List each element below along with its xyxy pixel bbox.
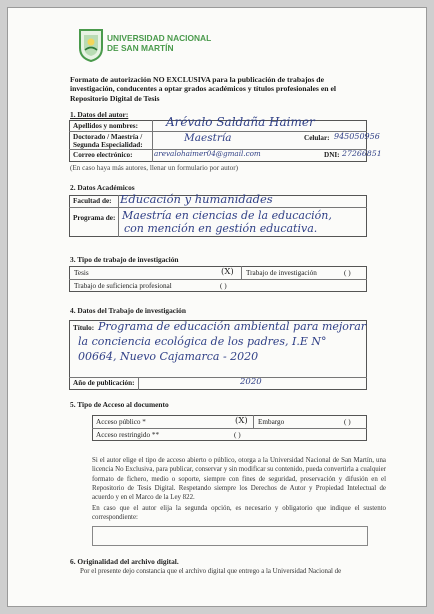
- titulo-value-line2[interactable]: la conciencia ecológica de los padres, I.E N°: [78, 335, 327, 348]
- section1-heading: 1. Datos del autor:: [70, 110, 129, 119]
- section2-heading: 2. Datos Académicos: [70, 183, 135, 192]
- checkbox-suficiencia[interactable]: ( ): [220, 282, 227, 290]
- label-segunda-especialidad: Segunda Especialidad:: [73, 141, 143, 149]
- license-paragraph: Si el autor elige el tipo de acceso abierto o público, otorga a la Universidad Nacional de San Martín, una licencia No Exclusiva, para publicar, conservar y sin modificar su contenido, pueda convertirla a cualquier formato de fichero, medio o soporte, siempre con fines de seguridad, preservación y difusión en el Repositorio de Tesis Digital. Respetando siempre los Derechos de Autor y Propiedad Intelectual de acuerdo y en el Marco de la Ley 822.: [92, 457, 386, 502]
- section3-heading: 3. Tipo de trabajo de investigación: [70, 255, 179, 264]
- university-name-line2: DE SAN MARTÍN: [107, 42, 174, 53]
- label-titulo: Título:: [73, 324, 95, 332]
- option-acceso-restringido: Acceso restringido **: [96, 431, 160, 439]
- document-title-line2: investigación, conducentes a optar grados académicos y títulos profesionales en el: [70, 84, 336, 94]
- university-name-line1: UNIVERSIDAD NACIONAL: [107, 33, 212, 43]
- section4-heading: 4. Datos del Trabajo de investigación: [70, 306, 186, 315]
- label-dni: DNI:: [324, 151, 340, 159]
- originality-text: Por el presente dejo constancia que el archivo digital que entrego a la Universidad Nacional de: [80, 568, 342, 575]
- checkbox-embargo[interactable]: ( ): [344, 418, 351, 426]
- document-title-line1: Formato de autorización NO EXCLUSIVA para la publicación de trabajos de: [70, 75, 324, 84]
- label-facultad: Facultad de:: [73, 197, 112, 205]
- sustento-paragraph: En caso que el autor elija la segunda opción, es necesario y obligatorio que indique el sustento correspondiente:: [92, 505, 386, 522]
- label-doctorado: Doctorado / Maestría /: [73, 133, 143, 141]
- label-email: Correo electrónico:: [73, 151, 133, 159]
- titulo-value-line1[interactable]: Programa de educación ambiental para mejorar: [98, 320, 367, 333]
- university-name: [107, 34, 211, 53]
- option-trabajo-investigacion: Trabajo de investigación: [246, 269, 317, 277]
- programa-value-line2[interactable]: con mención en gestión educativa.: [124, 222, 318, 235]
- year-value[interactable]: 2020: [240, 377, 262, 387]
- checkbox-acceso-restringido[interactable]: ( ): [234, 431, 241, 439]
- university-logo: [78, 28, 104, 62]
- document-title-line3: Repositorio Digital de Tesis: [70, 93, 160, 103]
- programa-value-line1[interactable]: Maestría en ciencias de la educación,: [122, 209, 332, 222]
- document-page: [7, 7, 427, 607]
- checkbox-acceso-publico[interactable]: (X): [235, 416, 248, 426]
- option-acceso-publico: Acceso público *: [96, 418, 146, 426]
- document-title: [70, 75, 336, 103]
- label-year: Año de publicación:: [73, 379, 135, 387]
- author-name-value[interactable]: Arévalo Saldaña Haimer: [166, 115, 315, 129]
- checkbox-tesis[interactable]: (X): [221, 267, 234, 277]
- label-celular: Celular:: [304, 134, 330, 142]
- label-programa: Programa de:: [73, 214, 116, 222]
- sustento-input-box[interactable]: [92, 526, 368, 546]
- celular-value[interactable]: 945050956: [334, 132, 380, 141]
- grade-value[interactable]: Maestría: [184, 132, 232, 144]
- checkbox-trabajo-investigacion[interactable]: ( ): [344, 269, 351, 277]
- facultad-value[interactable]: Educación y humanidades: [120, 192, 273, 206]
- option-embargo: Embargo: [258, 418, 285, 426]
- section5-heading: 5. Tipo de Acceso al documento: [70, 400, 169, 409]
- multiple-authors-note: (En caso haya más autores, llenar un formulario por autor): [70, 164, 239, 172]
- option-suficiencia: Trabajo de suficiencia profesional: [74, 282, 172, 290]
- dni-value[interactable]: 27266851: [342, 149, 382, 158]
- email-value[interactable]: arevalohaimer04@gmail.com: [154, 149, 261, 158]
- section6-heading: 6. Originalidad del archivo digital.: [70, 557, 179, 566]
- option-tesis: Tesis: [74, 269, 89, 277]
- titulo-value-line3[interactable]: 00664, Nuevo Cajamarca - 2020: [78, 350, 259, 363]
- label-names: Apellidos y nombres:: [73, 122, 138, 130]
